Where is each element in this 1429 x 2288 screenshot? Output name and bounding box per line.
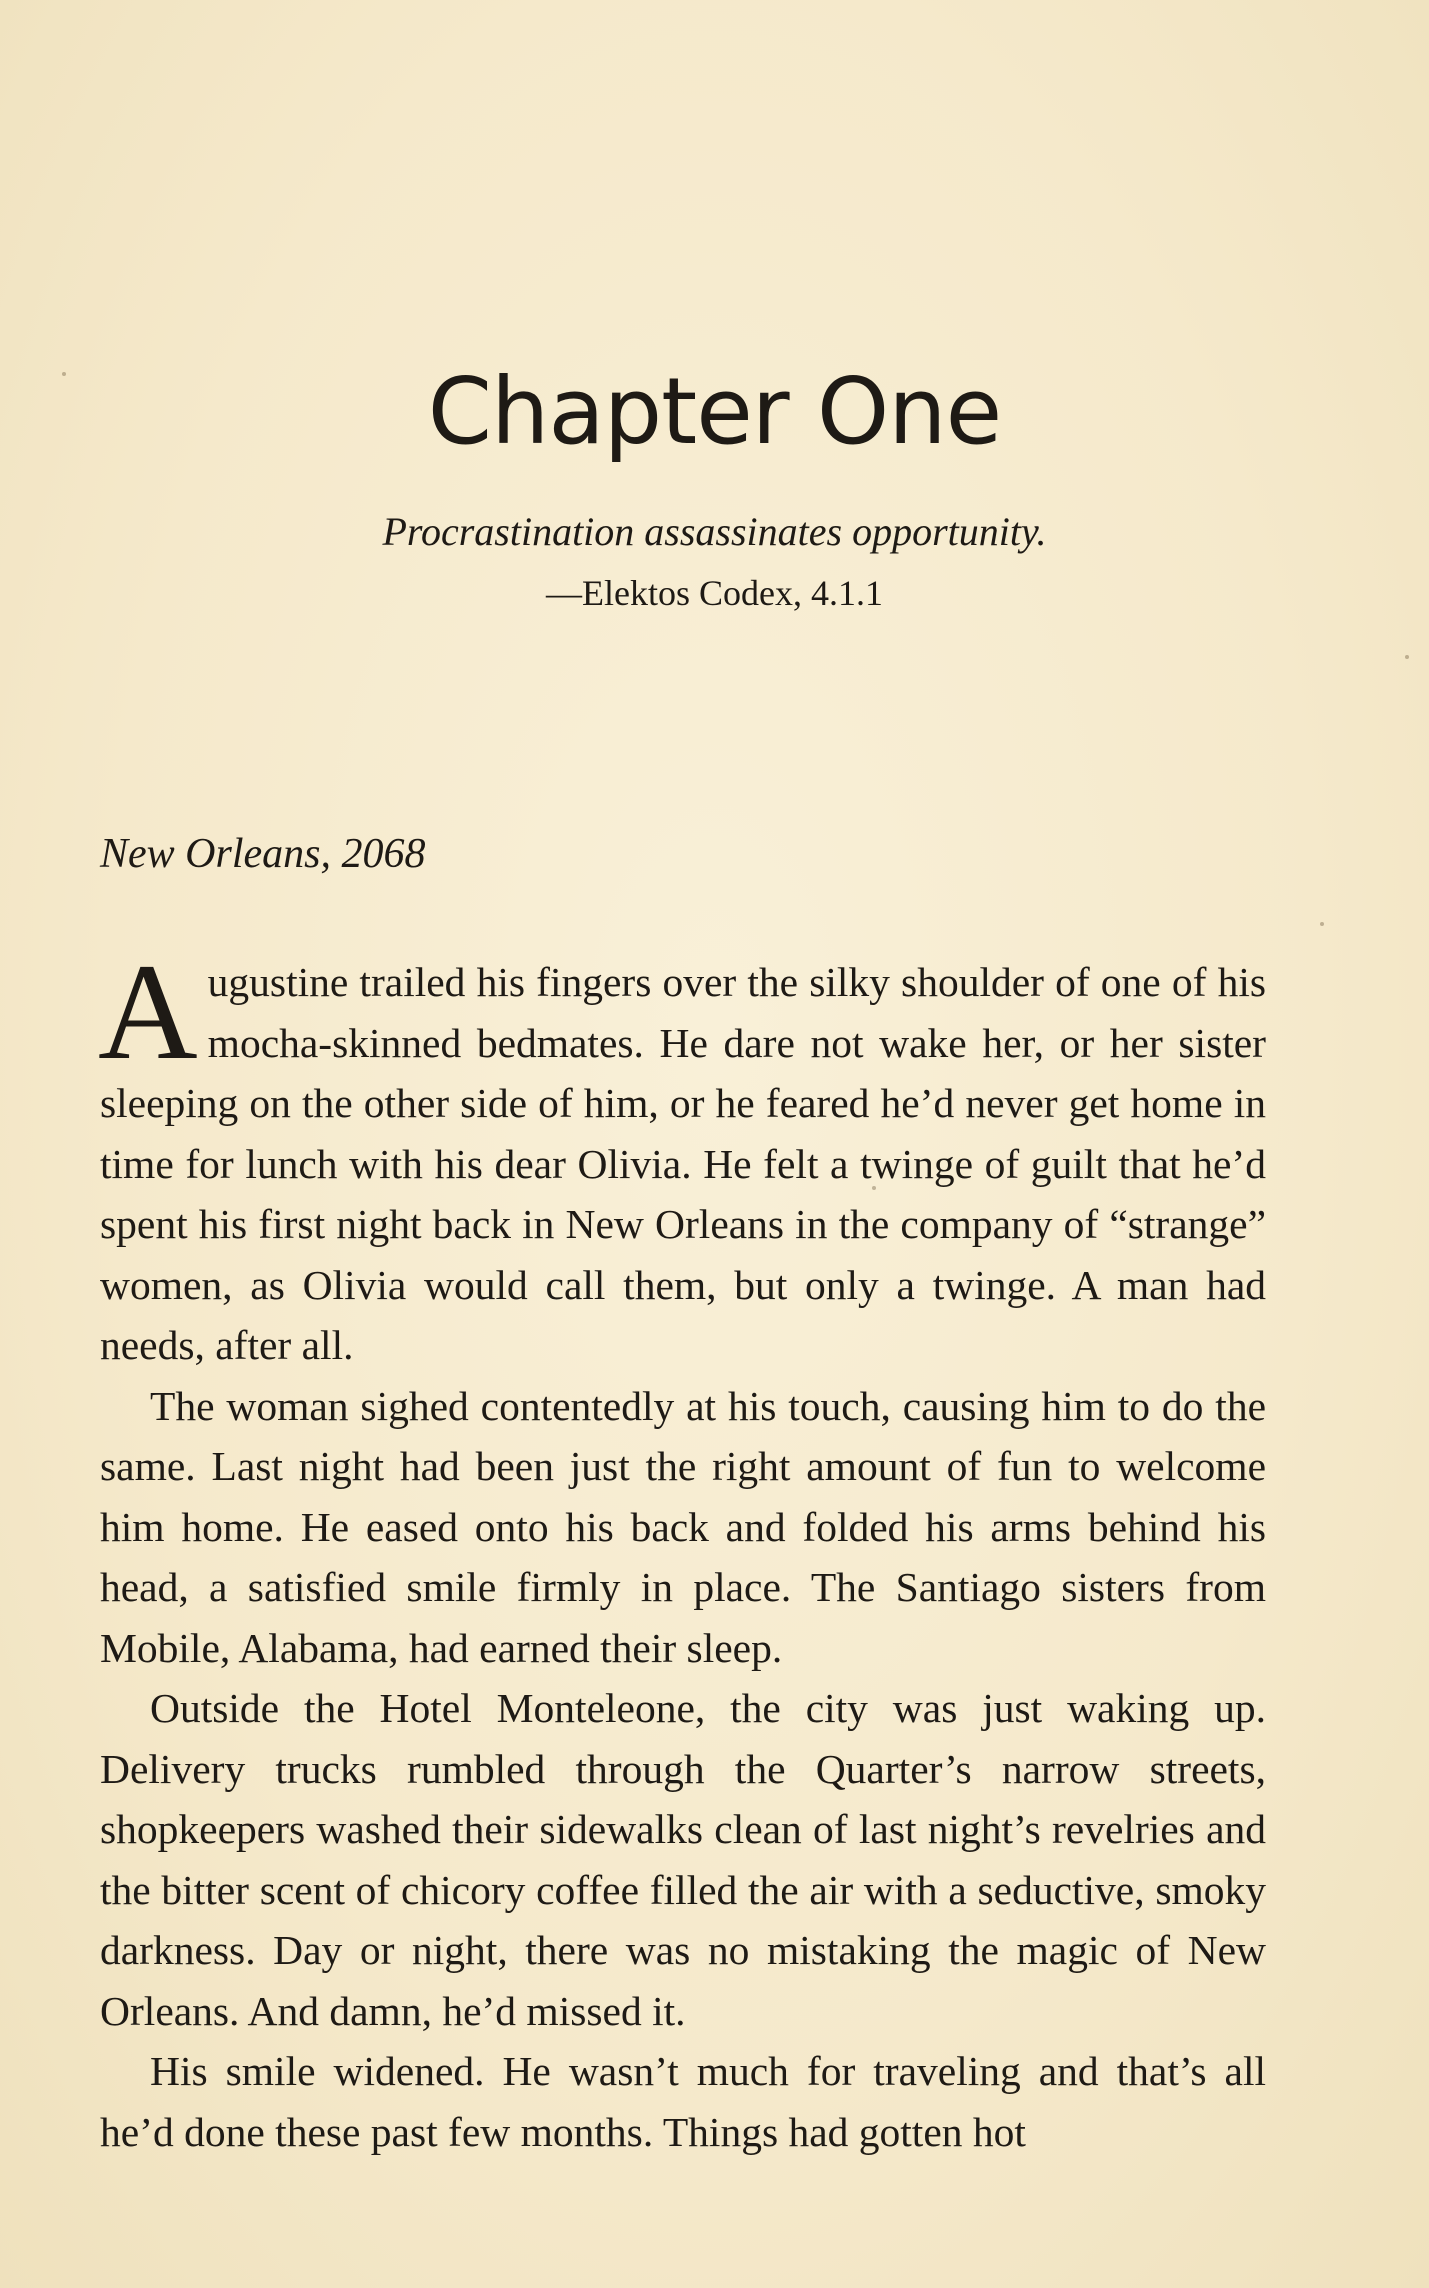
epigraph: Procrastination assassinates opportunity. <box>382 509 1047 554</box>
body-text <box>98 935 1266 2162</box>
epigraph-attribution: —Elektos Codex, 4.1.1 <box>546 573 883 613</box>
location-heading: New Orleans, 2068 <box>100 831 426 877</box>
paper-speck <box>1320 922 1324 926</box>
paragraph-text: ugustine trailed his fingers over the silky shoulder of one of his mocha-skinned bedmates. He dare not wake her, or her sister sleeping on the other side of him, or he feared he’d never get home in time for lunch with his dear Olivia. He felt a twinge of guilt that he’d spent his first night back in New Orleans in the company of “strange” women, as Olivia would call them, but only a twinge. A man had needs, after all. <box>100 959 1266 1368</box>
paragraph: His smile widened. He wasn’t much for traveling and that’s all he’d done these past few months. Things had gotten hot <box>100 2048 1266 2155</box>
paragraph: The woman sighed contentedly at his touch, causing him to do the same. Last night had been just the right amount of fun to welcome him home. He eased onto his back and folded his arms behind his head, a satisfied smile firmly in place. The Santiago sisters from Mobile, Alabama, had earned their sleep. <box>100 1382 1266 1671</box>
paper-speck <box>1405 655 1409 659</box>
paragraph <box>98 935 1266 1376</box>
drop-cap: A <box>98 935 198 1088</box>
paragraph: Outside the Hotel Monteleone, the city was just waking up. Delivery trucks rumbled through the Quarter’s narrow streets, shopkeepers washed their sidewalks clean of last night’s revelries and the bitter scent of chicory coffee filled the air with a seductive, smoky darkness. Day or night, there was no mistaking the magic of New Orleans. And damn, he’d missed it. <box>100 1685 1266 2034</box>
chapter-title: Chapter One <box>427 358 1002 465</box>
